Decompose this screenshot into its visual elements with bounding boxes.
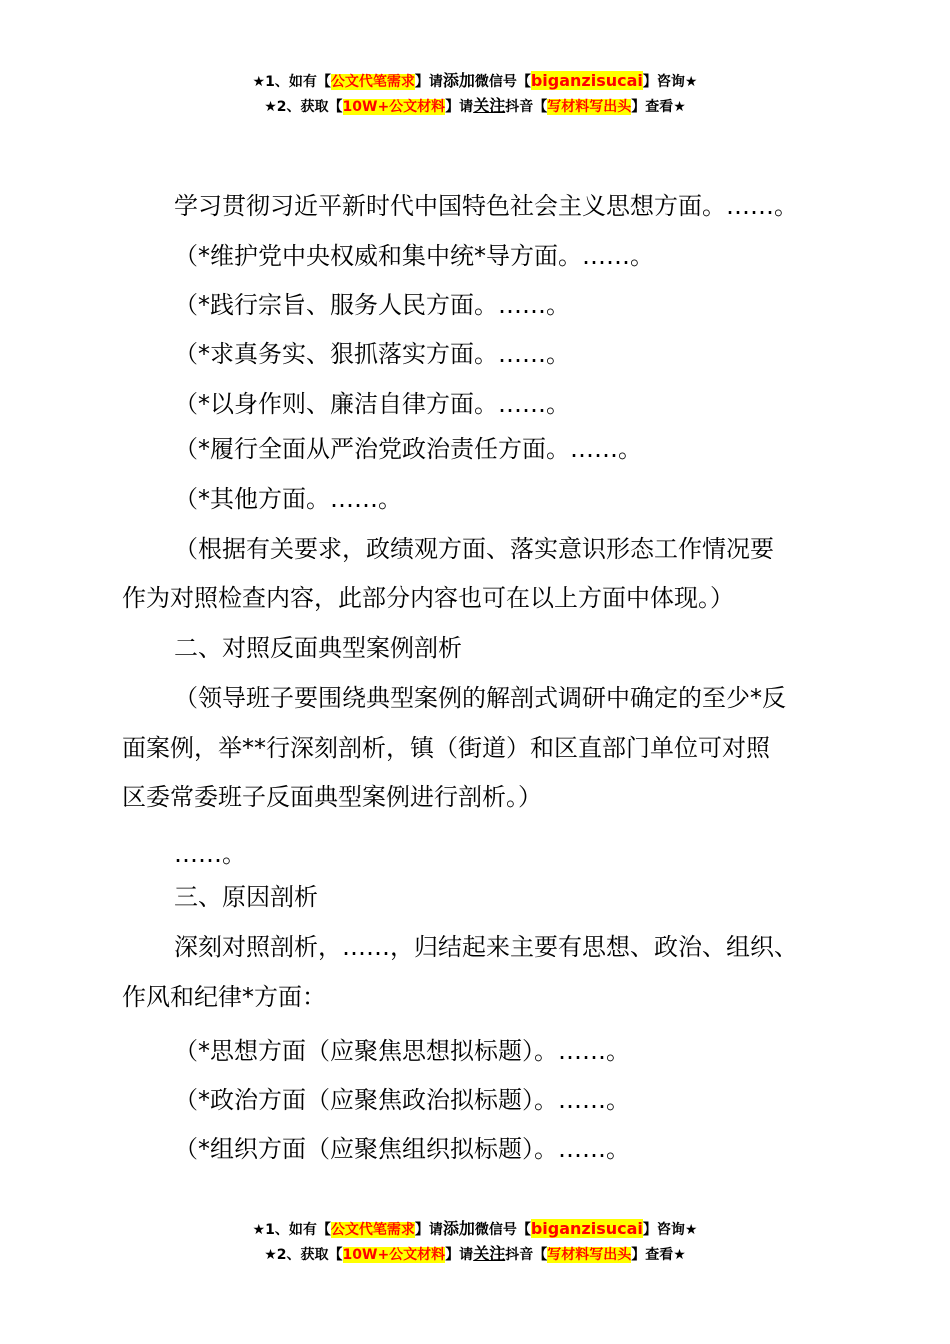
- banner-text: 】咨询★: [642, 74, 698, 90]
- paragraph: （*践行宗旨、服务人民方面。……。: [174, 291, 570, 319]
- banner-line-1: [0, 1217, 950, 1242]
- paragraph: （*思想方面（应聚焦思想拟标题）。……。: [174, 1037, 630, 1065]
- paragraph: （*其他方面。……。: [174, 485, 402, 513]
- banner-text: ★2、获取【: [264, 99, 343, 115]
- banner-highlight: 写材料写出头: [547, 1247, 632, 1263]
- banner-text: 微信号【: [474, 1222, 531, 1238]
- banner-text: 添加: [442, 1219, 475, 1238]
- paragraph: 作风和纪律*方面：: [122, 983, 326, 1011]
- paragraph: （领导班子要围绕典型案例的解剖式调研中确定的至少*反: [174, 684, 786, 712]
- paragraph: 深刻对照剖析，……，归结起来主要有思想、政治、组织、: [174, 933, 798, 961]
- section-heading: 三、原因剖析: [174, 883, 318, 911]
- banner-line-2: [0, 1242, 950, 1267]
- banner-wechat-id: biganzisucai: [530, 1219, 643, 1238]
- banner-line-2: [0, 94, 950, 119]
- header-banner: [0, 69, 950, 119]
- banner-text: 】请: [414, 74, 443, 90]
- banner-text: 添加: [442, 71, 475, 90]
- banner-text: 抖音【: [505, 99, 548, 115]
- banner-text: 】请: [414, 1222, 443, 1238]
- footer-banner: [0, 1217, 950, 1267]
- paragraph: （*履行全面从严治党政治责任方面。……。: [174, 435, 642, 463]
- banner-text: 关注: [473, 1244, 506, 1263]
- paragraph: 区委常委班子反面典型案例进行剖析。）: [122, 783, 542, 811]
- paragraph: （*求真务实、狠抓落实方面。……。: [174, 340, 570, 368]
- banner-text: 】请: [445, 1247, 474, 1263]
- banner-highlight: 10W+公文材料: [342, 1247, 446, 1263]
- banner-text: 】查看★: [631, 1247, 686, 1263]
- banner-line-1: [0, 69, 950, 94]
- banner-highlight: 10W+公文材料: [342, 99, 446, 115]
- banner-highlight: 写材料写出头: [547, 99, 632, 115]
- banner-text: ★1、如有【: [252, 74, 331, 90]
- banner-text: 】查看★: [631, 99, 686, 115]
- banner-wechat-id: biganzisucai: [530, 71, 643, 90]
- banner-text: 】咨询★: [642, 1222, 698, 1238]
- banner-highlight: 公文代笔需求: [330, 74, 415, 90]
- paragraph: 面案例，举**行深刻剖析，镇（街道）和区直部门单位可对照: [122, 734, 770, 762]
- banner-text: 微信号【: [474, 74, 531, 90]
- paragraph: （*以身作则、廉洁自律方面。……。: [174, 390, 570, 418]
- banner-text: ★2、获取【: [264, 1247, 343, 1263]
- banner-text: ★1、如有【: [252, 1222, 331, 1238]
- banner-text: 】请: [445, 99, 474, 115]
- banner-text: 关注: [473, 96, 506, 115]
- paragraph: （*政治方面（应聚焦政治拟标题）。……。: [174, 1086, 630, 1114]
- paragraph: 作为对照检查内容，此部分内容也可在以上方面中体现。）: [122, 584, 734, 612]
- paragraph: 学习贯彻习近平新时代中国特色社会主义思想方面。……。: [174, 192, 798, 220]
- paragraph: （*维护党中央权威和集中统*导方面。……。: [174, 242, 654, 270]
- paragraph: ……。: [174, 840, 246, 868]
- banner-text: 抖音【: [505, 1247, 548, 1263]
- paragraph: （*组织方面（应聚焦组织拟标题）。……。: [174, 1135, 630, 1163]
- paragraph: （根据有关要求，政绩观方面、落实意识形态工作情况要: [174, 535, 774, 563]
- banner-highlight: 公文代笔需求: [330, 1222, 415, 1238]
- section-heading: 二、对照反面典型案例剖析: [174, 634, 462, 662]
